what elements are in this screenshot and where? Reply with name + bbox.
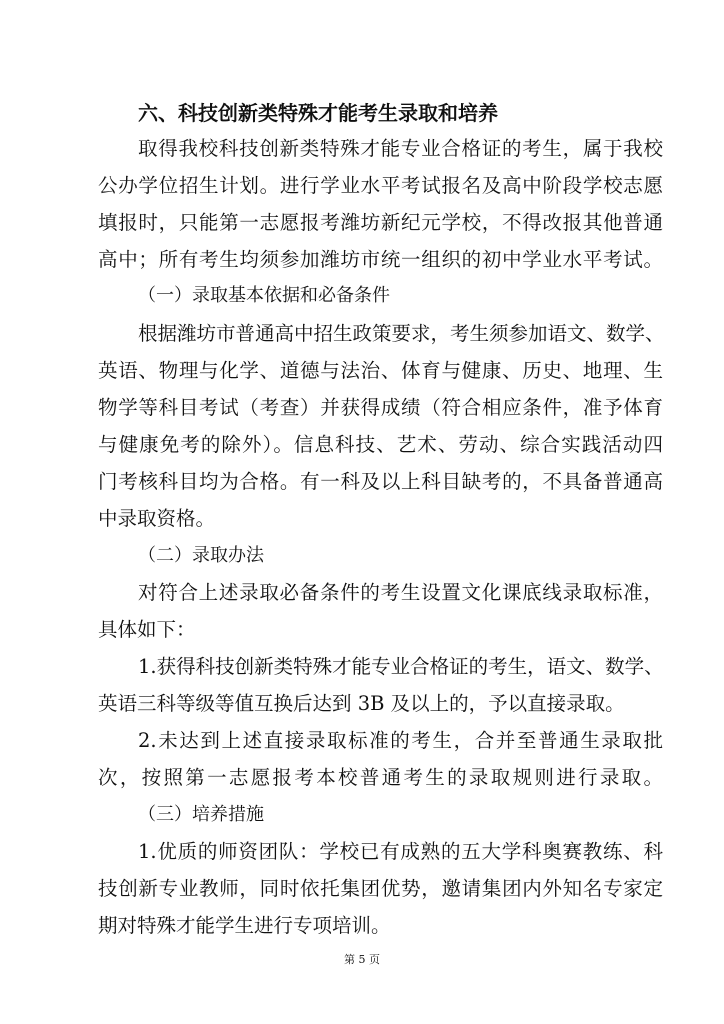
paragraph-line: 1.优质的师资团队：学校已有成熟的五大学科奥赛教练、科 — [138, 840, 663, 863]
subheading-training-measures: （三）培养措施 — [138, 804, 264, 825]
paragraph-line: 英语、物理与化学、道德与法治、体育与健康、历史、地理、生 — [98, 359, 663, 382]
paragraph-line: 对符合上述录取必备条件的考生设置文化课底线录取标准， — [138, 581, 663, 604]
paragraph-line: 公办学位招生计划。进行学业水平考试报名及高中阶段学校志愿 — [98, 174, 663, 197]
paragraph-line: 期对特殊才能学生进行专项培训。 — [98, 914, 391, 937]
page-number: 第 5 页 — [344, 953, 380, 966]
paragraph-line: 英语三科等级等值互换后达到 3B 及以上的，予以直接录取。 — [98, 692, 625, 715]
subheading-admission-basis: （一）录取基本依据和必备条件 — [138, 285, 390, 306]
paragraph-line: 技创新专业教师，同时依托集团优势，邀请集团内外知名专家定 — [98, 877, 663, 900]
paragraph-line: 中录取资格。 — [98, 507, 216, 530]
paragraph-line: 与健康免考的除外）。信息科技、艺术、劳动、综合实践活动四 — [98, 433, 663, 456]
section-title: 六、科技创新类特殊才能考生录取和培养 — [138, 101, 498, 125]
paragraph-line: 1.获得科技创新类特殊才能专业合格证的考生，语文、数学、 — [138, 655, 664, 678]
paragraph-line: 高中；所有考生均须参加潍坊市统一组织的初中学业水平考试。 — [98, 248, 663, 271]
paragraph-line: 次，按照第一志愿报考本校普通考生的录取规则进行录取。 — [98, 766, 663, 789]
paragraph-line: 2.未达到上述直接录取标准的考生，合并至普通生录取批 — [138, 729, 663, 752]
paragraph-line: 填报时，只能第一志愿报考潍坊新纪元学校，不得改报其他普通 — [98, 211, 663, 234]
paragraph-line: 门考核科目均为合格。有一科及以上科目缺考的，不具备普通高 — [98, 470, 663, 493]
subheading-admission-method: （二）录取办法 — [138, 545, 264, 566]
paragraph-line: 具体如下： — [98, 618, 196, 641]
paragraph-line: 物学等科目考试（考查）并获得成绩（符合相应条件，准予体育 — [98, 396, 663, 419]
paragraph-line: 根据潍坊市普通高中招生政策要求，考生须参加语文、数学、 — [138, 322, 665, 345]
paragraph-line: 取得我校科技创新类特殊才能专业合格证的考生，属于我校 — [138, 137, 663, 160]
